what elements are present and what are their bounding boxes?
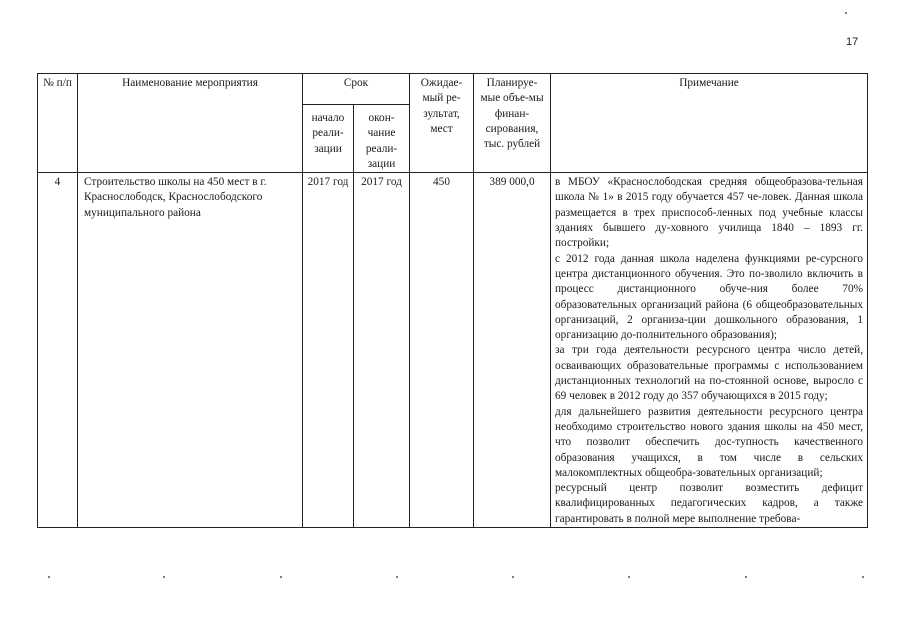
row-end: 2017 год <box>354 173 410 528</box>
header-number: № п/п <box>38 74 78 173</box>
page-lower-margin <box>0 556 905 640</box>
note-paragraph: для дальнейшего развития деятельности ресурсного центра необходимо строительство нового здания школы на 450 мест, что позволит обеспечить дос-тупность качественного образования учащихся, в том числе в сельских малокомплектных общеобра-зовательных организаций; <box>555 405 864 479</box>
scan-speck <box>745 576 747 578</box>
header-note: Примечание <box>551 74 868 173</box>
header-term-end: окон-чание реали-зации <box>354 105 410 173</box>
table-row <box>38 173 868 528</box>
scan-speck <box>845 12 847 14</box>
scan-speck <box>48 576 50 578</box>
page-number: 17 <box>846 36 859 48</box>
row-name: Строительство школы на 450 мест в г. Краснослободск, Краснослободского муниципального района <box>78 173 303 528</box>
row-start: 2017 год <box>303 173 354 528</box>
scan-speck <box>163 576 165 578</box>
row-result: 450 <box>410 173 474 528</box>
document-table <box>37 73 868 528</box>
row-number: 4 <box>38 173 78 528</box>
header-term-start: начало реали-зации <box>303 105 354 173</box>
scan-speck <box>280 576 282 578</box>
note-paragraph: в МБОУ «Краснослободская средняя общеобразова-тельная школа № 1» в 2015 году обучается 457 че-ловек. Данная школа размещается в трех приспособ-ленных под учебные классы зданиях бывшего ду-ховного училища 1840 – 1893 гг. постройки; <box>555 176 864 250</box>
scan-speck <box>862 576 864 578</box>
note-paragraph: с 2012 года данная школа наделена функциями ре-сурсного центра дистанционного обучения. Это по-зволило включить в процесс дистанционного обуче-ния более 70% образовательных организаций района (6 общеобразовательных организаций, 2 организа-ции дошкольного образования, 1 организацию до-полнительного образования); <box>555 252 864 342</box>
note-paragraph: ресурсный центр позволит возместить дефицит квалифицированных педагогических кадров, а также гарантировать в полной мере выполнение требова- <box>555 482 864 525</box>
header-name: Наименование мероприятия <box>78 74 303 173</box>
note-paragraph: за три года деятельности ресурсного центра число детей, осваивающих образовательные программы с использованием дистанционных технологий на по-стоянной основе, выросло с 69 человек в 2012 году до 357 обучающихся в 2015 году; <box>555 344 864 403</box>
scan-speck <box>396 576 398 578</box>
header-finance: Планируе-мые объе-мы финан-сирования, тыс. рублей <box>474 74 551 173</box>
scan-speck <box>628 576 630 578</box>
header-term: Срок <box>303 74 410 105</box>
row-finance: 389 000,0 <box>474 173 551 528</box>
row-note <box>551 173 868 528</box>
header-result: Ожидае-мый ре-зультат, мест <box>410 74 474 173</box>
scan-speck <box>512 576 514 578</box>
